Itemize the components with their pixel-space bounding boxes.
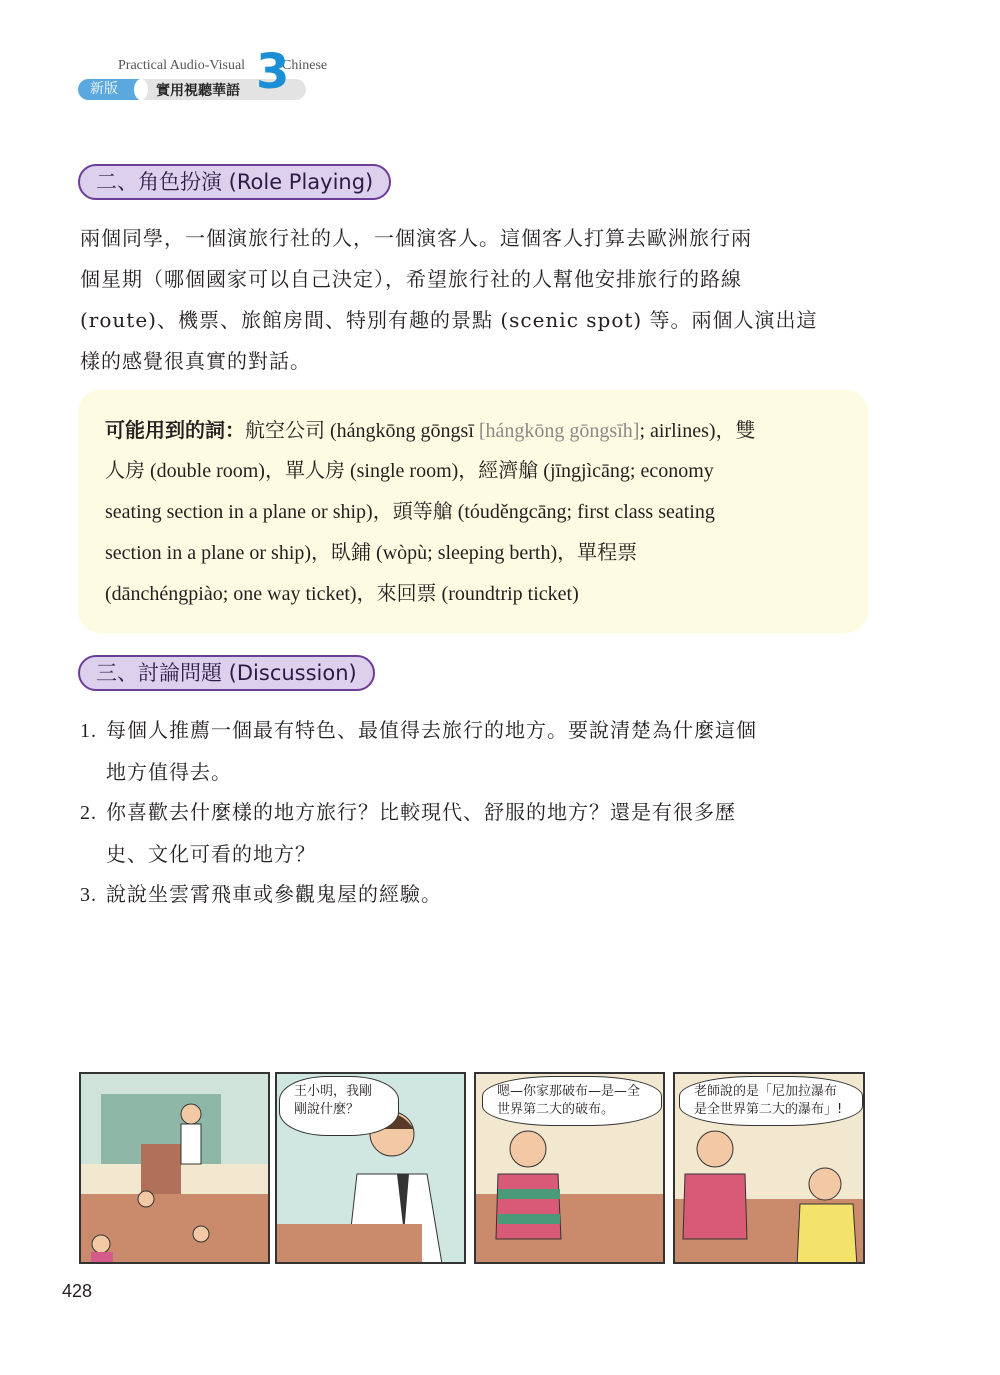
header-english-right: Chinese	[282, 58, 328, 73]
vocab-text	[105, 410, 865, 615]
item-text: 地方值得去。	[106, 760, 232, 784]
item-text: 說說坐雲霄飛車或參觀鬼屋的經驗。	[106, 882, 442, 906]
header-english-left: Practical Audio-Visual	[118, 58, 246, 73]
item-number: 1.	[80, 720, 97, 742]
section2-paragraph	[80, 218, 880, 382]
header-volume: 3	[256, 44, 290, 100]
item-number: 2.	[80, 802, 97, 824]
discussion-item	[80, 792, 880, 875]
speech-bubble: 王小明，我剛剛說什麼？	[279, 1076, 399, 1136]
speech-bubble: 老師說的是「尼加拉瀑布是全世界第二大的瀑布」!	[679, 1076, 863, 1126]
item-text: 史、文化可看的地方？	[106, 842, 316, 866]
classroom-illustration	[81, 1074, 270, 1264]
item-number: 3.	[80, 884, 97, 906]
discussion-item	[80, 710, 880, 793]
vocab-label: 可能用到的詞：	[105, 418, 245, 442]
vocab-line: 航空公司 (hángkōng gōngsī	[245, 420, 479, 442]
vocab-alt-pinyin: [hángkōng gōngsīh]	[478, 420, 640, 442]
comic-panel-4	[673, 1072, 865, 1264]
comic-panel-1	[79, 1072, 270, 1264]
item-text: 每個人推薦一個最有特色、最值得去旅行的地方。要說清楚為什麼這個	[106, 718, 757, 742]
comic-panel-2	[275, 1072, 466, 1264]
para-line: 樣的感覺很真實的對話。	[80, 349, 311, 373]
item-text: 你喜歡去什麼樣的地方旅行？比較現代、舒服的地方？還是有很多歷	[106, 800, 736, 824]
comic-panel-3	[474, 1072, 665, 1264]
header-divider	[134, 79, 148, 100]
vocab-line: section in a plane or ship)，臥鋪 (wòpù; sleeping berth)，單程票	[105, 542, 638, 564]
para-line: 個星期（哪個國家可以自己決定），希望旅行社的人幫他安排旅行的路線	[80, 267, 742, 291]
para-line: 兩個同學，一個演旅行社的人，一個演客人。這個客人打算去歐洲旅行兩	[80, 226, 752, 250]
discussion-item	[80, 874, 880, 916]
vocab-line: seating section in a plane or ship)，頭等艙 (tóuděngcāng; first class seating	[105, 501, 715, 523]
vocab-line: ; airlines)，雙	[639, 420, 756, 442]
vocab-line: (dānchéngpiào; one way ticket)，來回票 (roundtrip ticket)	[105, 583, 579, 605]
para-line: (route)、機票、旅館房間、特別有趣的景點 (scenic spot) 等。兩個人演出這	[80, 308, 818, 332]
section2-heading: 二、角色扮演 (Role Playing)	[78, 164, 391, 200]
vocab-line: 人房 (double room)，單人房 (single room)，經濟艙 (jīngjìcāng; economy	[105, 460, 714, 482]
page-number: 428	[62, 1281, 93, 1301]
header-title: 實用視聽華語	[156, 83, 240, 99]
section3-heading: 三、討論問題 (Discussion)	[78, 655, 375, 691]
header-badge: 新版	[78, 79, 140, 100]
speech-bubble: 嗯—你家那破布—是—全世界第二大的破布。	[482, 1076, 662, 1126]
